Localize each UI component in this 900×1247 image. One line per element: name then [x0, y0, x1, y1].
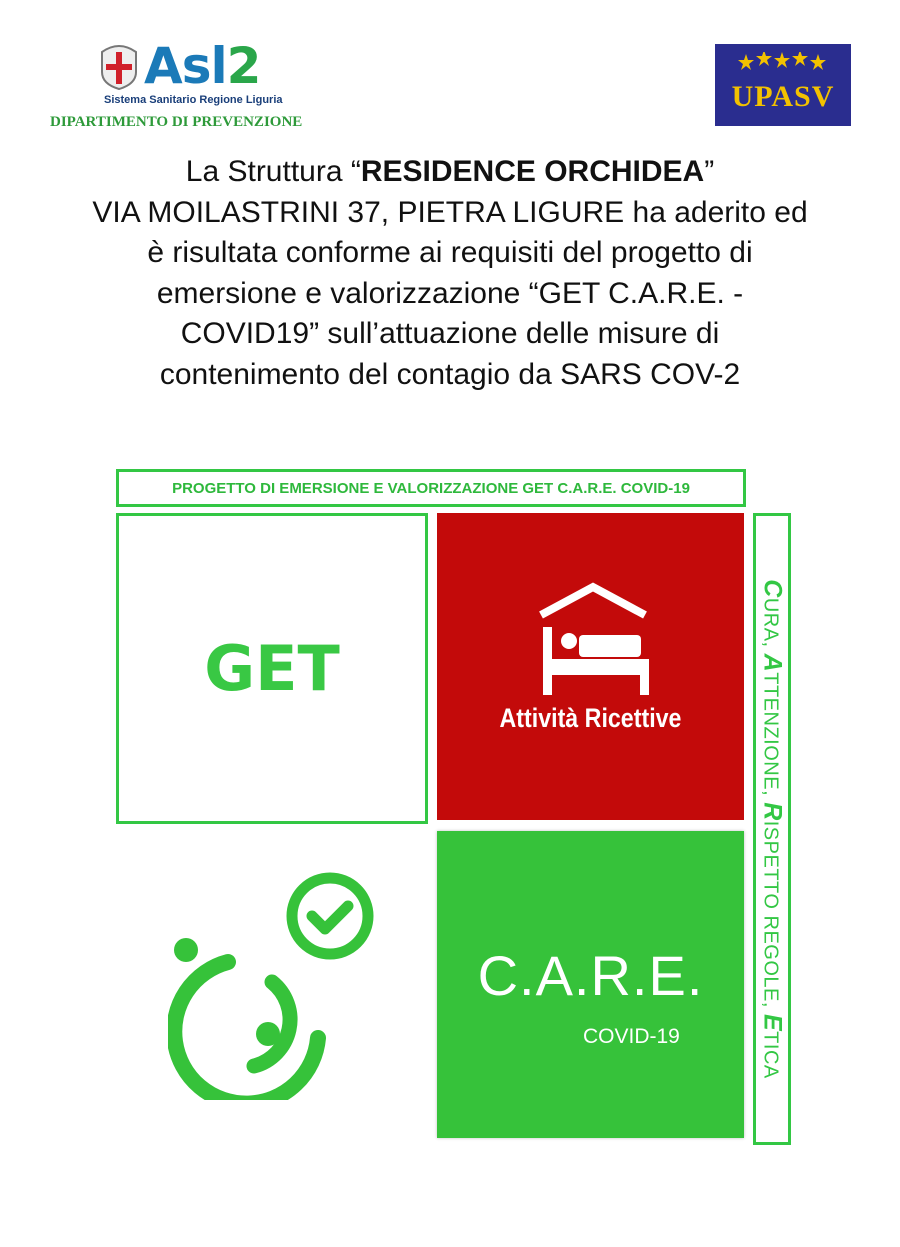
headline-line-3: è risultata conforme ai requisiti del progetto di: [147, 236, 753, 269]
project-banner: PROGETTO DI EMERSIONE E VALORIZZAZIONE GET C.A.R.E. COVID-19: [116, 469, 746, 507]
headline-line-5: COVID19” sull’attuazione delle misure di: [180, 317, 720, 350]
headline-line-1: La Struttura “RESIDENCE ORCHIDEA”: [185, 155, 715, 188]
care-acronym-box: [753, 513, 791, 1145]
care-acronym-text: CURA, ATTENZIONE, RISPETTO REGOLE, ETICA: [758, 579, 787, 1079]
asl-name: Asl2: [144, 37, 261, 95]
care-box: [437, 831, 744, 1138]
stars-icon: [733, 52, 833, 76]
facility-name: RESIDENCE ORCHIDEA: [360, 155, 705, 188]
care-label: C.A.R.E.: [477, 944, 704, 1007]
covid-label: COVID-19: [583, 1025, 680, 1048]
get-label: GET: [204, 632, 340, 705]
headline-line-4: emersione e valorizzazione “GET C.A.R.E. -: [156, 276, 744, 310]
get-box: [116, 513, 428, 824]
activity-box: [437, 513, 744, 820]
asl-subtitle: Sistema Sanitario Regione Liguria: [104, 94, 283, 106]
certification-statement: [40, 152, 860, 395]
upasv-logo: [715, 44, 851, 126]
department-label: DIPARTIMENTO DI PREVENZIONE: [50, 114, 303, 130]
headline-line-6: contenimento del contagio da SARS COV-2: [159, 357, 741, 391]
asl2-logo: [50, 37, 350, 132]
headline-line-2: VIA MOILASTRINI 37, PIETRA LIGURE ha aderito ed: [92, 195, 808, 229]
upasv-text: UPASV: [731, 80, 835, 113]
activity-label: Attività Ricettive: [499, 703, 682, 733]
bed-house-icon: [537, 581, 649, 697]
liguria-shield-icon: [100, 44, 138, 90]
care-circles-logo: [168, 870, 388, 1100]
